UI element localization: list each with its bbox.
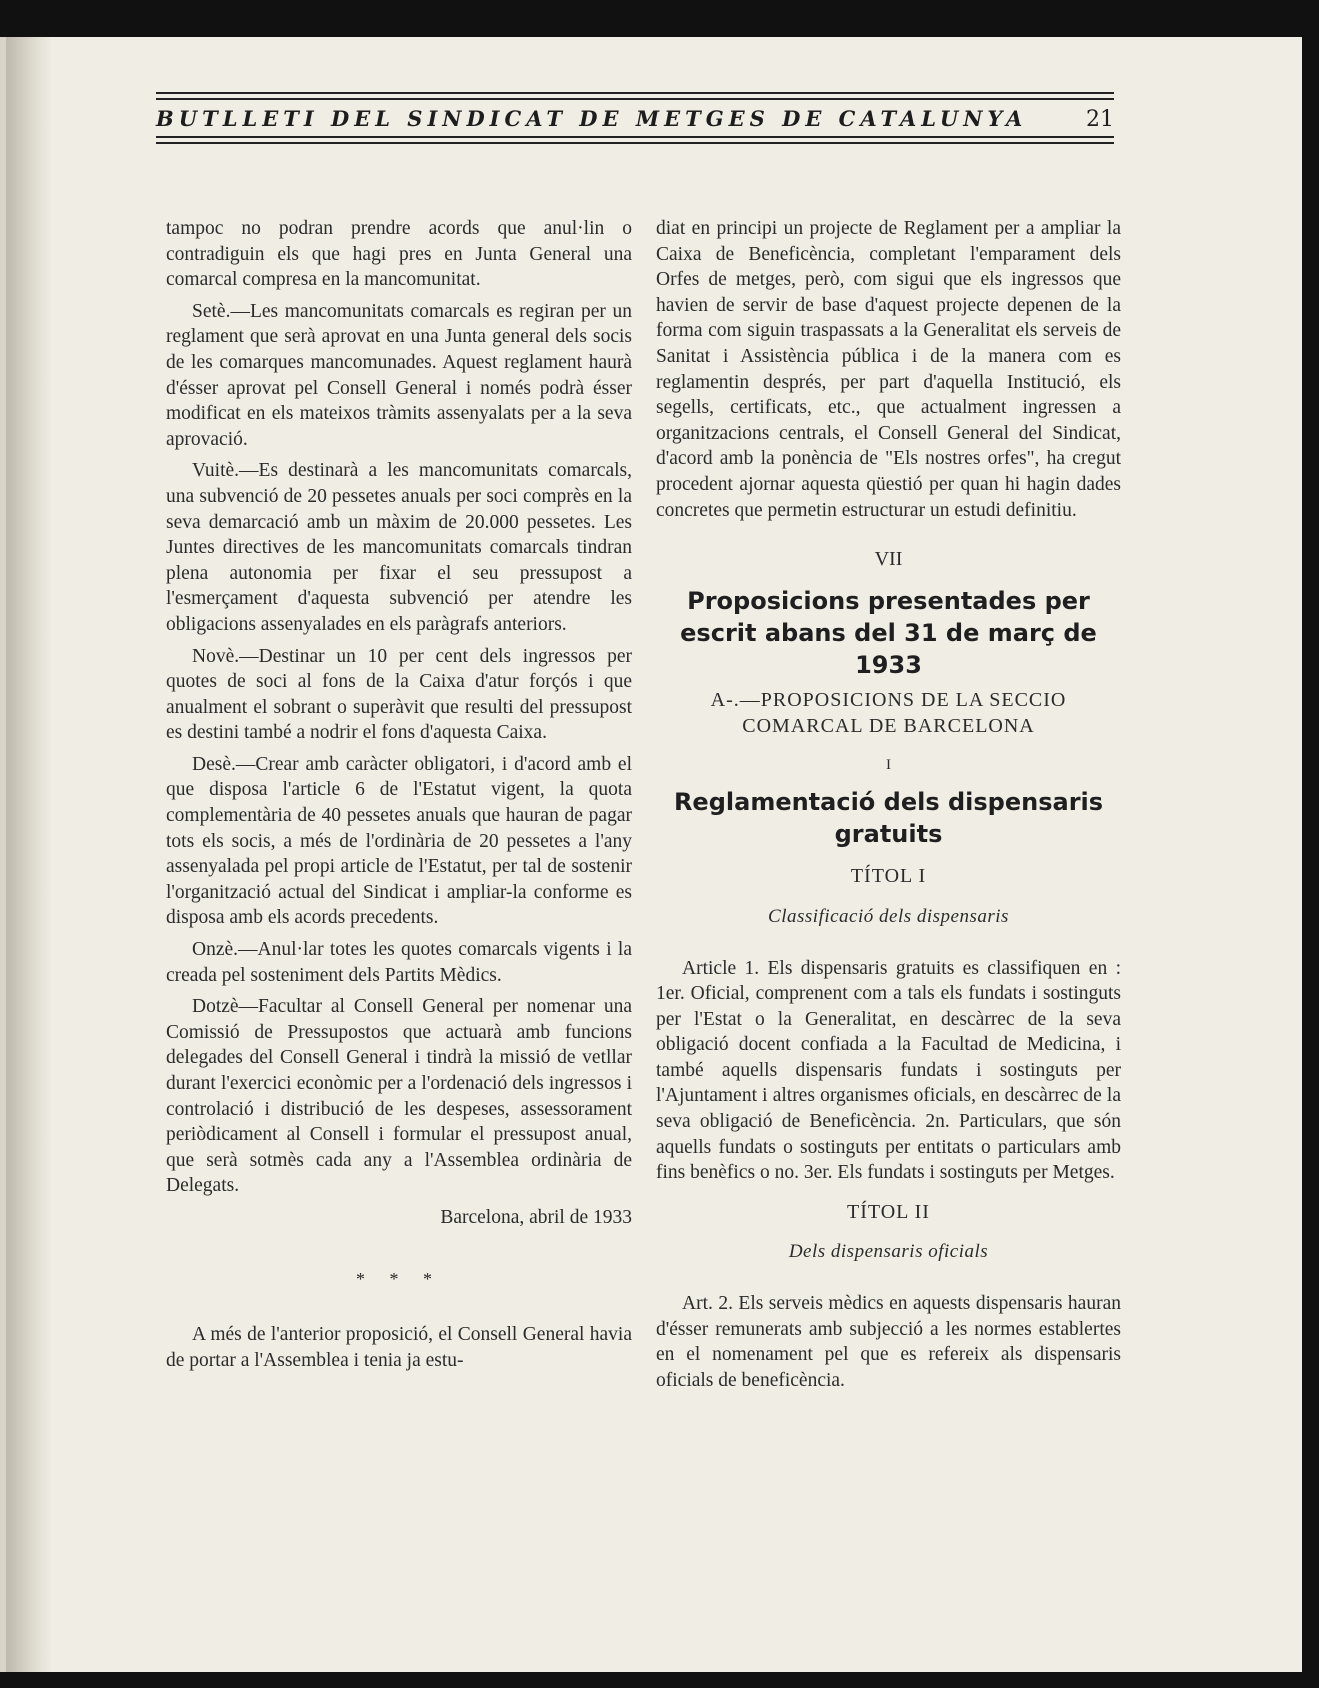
signature-line: Barcelona, abril de 1933 [440, 1206, 632, 1228]
paragraph: Vuitè.—Es destinarà a les mancomunitats comarcals, una subvenció de 20 pessetes anuals per soci comprès en la seva demarcació amb un màxim de 20.000 pessetes. Les Juntes directives de les mancomunitats comarcals tindran plena autonomia per fixar el seu pressupost a l'esmerçament d'aquesta subvenció per atendre les obligacions assenyalades en els paràgrafs anteriors. [166, 460, 632, 635]
paragraph: Novè.—Destinar un 10 per cent dels ingressos per quotes de soci al fons de la Caixa d'atur forçós i que anualment el sobrant o superàvit que resulti del pressupost es destini també a nodrir el fons d'aquesta Caixa. [166, 645, 632, 744]
paragraph: A més de l'anterior proposició, el Consell General havia de portar a l'Assemblea i tenia ja estu- [166, 1324, 632, 1371]
page-spine-shadow [6, 37, 52, 1672]
titol-subheading: Dels dispensaris oficials [788, 1241, 989, 1263]
running-header [156, 92, 1114, 144]
article-paragraph: Article 1. Els dispensaris gratuits es classifiquen en : 1er. Oficial, comprenent com a tals els fundats i sostinguts per l'Estat o la Generalitat, en descàrrec de la seva obligació docent confiada a la Facultad de Medicina, i també aquells dispensaris fundats i sostinguts per l'Ajuntament i altres organismes oficials, en descàrrec de la seva obligació de Beneficència. 2n. Particulars, que són aquells fundats o sostinguts per entitats o particulars amb fins benèfics o no. 3er. Els fundats i sostinguts per Metges. [656, 957, 1121, 1184]
header-rule-bottom [156, 136, 1114, 144]
paragraph: tampoc no podran prendre acords que anul·lin o contradiguin els que hagi pres en Junta General una comarcal compresa en la mancomunitat. [166, 218, 632, 291]
header-rule-top [156, 92, 1114, 100]
section-title: Proposicions presentades per escrit abans del 31 de març de 1933 [680, 586, 1097, 679]
section-number: VII [874, 548, 903, 571]
paragraph: Onzè.—Anul·lar totes les quotes comarcals vigents i la creada pel sosteniment dels Partits Mèdics. [166, 939, 632, 986]
item-title: Reglamentació dels dispensaris gratuits [673, 788, 1104, 849]
page-number: 21 [1086, 107, 1114, 132]
titol-subheading: Classificació dels dispensaris [768, 905, 1009, 927]
paragraph: diat en principi un projecte de Reglament per a ampliar la Caixa de Beneficència, completant l'emparament dels Orfes de metges, però, com sigui que els ingressos que havien de servir de base d'aquest projecte depenen de la forma com siguin traspassats a la Generalitat els serveis de Sanitat i Assistència pública i de la manera com es reglamentin després, per part d'aquella Institució, els segells, certificats, etc., que actualment ingressen a organitzacions centrals, el Consell General del Sindicat, d'acord amb la ponència de "Els nostres orfes", ha cregut procedent ajornar aquesta qüestió per quan hi hagin dades concretes que permetin estructurar un estudi definitiu. [656, 218, 1121, 521]
journal-title: BUTLLETI DEL SINDICAT DE METGES DE CATALUNYA [156, 106, 1028, 131]
paragraph: Dotzè—Facultar al Consell General per nomenar una Comissió de Pressupostos que actuarà amb funcions delegades del Consell General i tindrà la missió de vetllar durant l'exercici econòmic per a l'ordenació dels ingressos i controlació i distribució de les despeses, assessorament periòdicament al Consell i formular el pressupost anual, que serà sotmès cada any a l'Assemblea ordinària de Delegats. [166, 996, 632, 1197]
left-column [166, 216, 632, 1379]
titol-heading: TÍTOL II [847, 1200, 930, 1223]
article-paragraph: Art. 2. Els serveis mèdics en aquests dispensaris hauran d'ésser remunerats amb subjecció a les normes establertes en el nomenament pel que es refereix als dispensaris oficials de beneficència. [656, 1293, 1121, 1391]
separator-stars: * * * [356, 1268, 442, 1289]
paragraph: Setè.—Les mancomunitats comarcals es regiran per un reglament que serà aprovat en una Junta general dels socis de les comarques mancomunades. Aquest reglament haurà d'ésser aprovat pel Consell General i només podrà ésser modificat en els mateixos tràmits assenyalats per a la seva aprovació. [166, 300, 632, 450]
item-number: I [886, 756, 891, 773]
subsection-heading: A-.—PROPOSICIONS DE LA SECCIO COMARCAL DE BARCELONA [710, 688, 1067, 737]
titol-heading: TÍTOL I [850, 865, 927, 888]
right-column [656, 216, 1121, 1399]
paragraph: Desè.—Crear amb caràcter obligatori, i d'acord amb el que disposa l'article 6 de l'Estatut vigent, la quota complementària de 40 pessetes anuals que hauran de pagar tots els socis, a més de l'ordinària de 20 pessetes a l'any assenyalada pel propi article de l'Estatut, per tal de sostenir l'organització actual del Sindicat i ampliar-la conforme es disposa amb els acords precedents. [166, 753, 632, 929]
